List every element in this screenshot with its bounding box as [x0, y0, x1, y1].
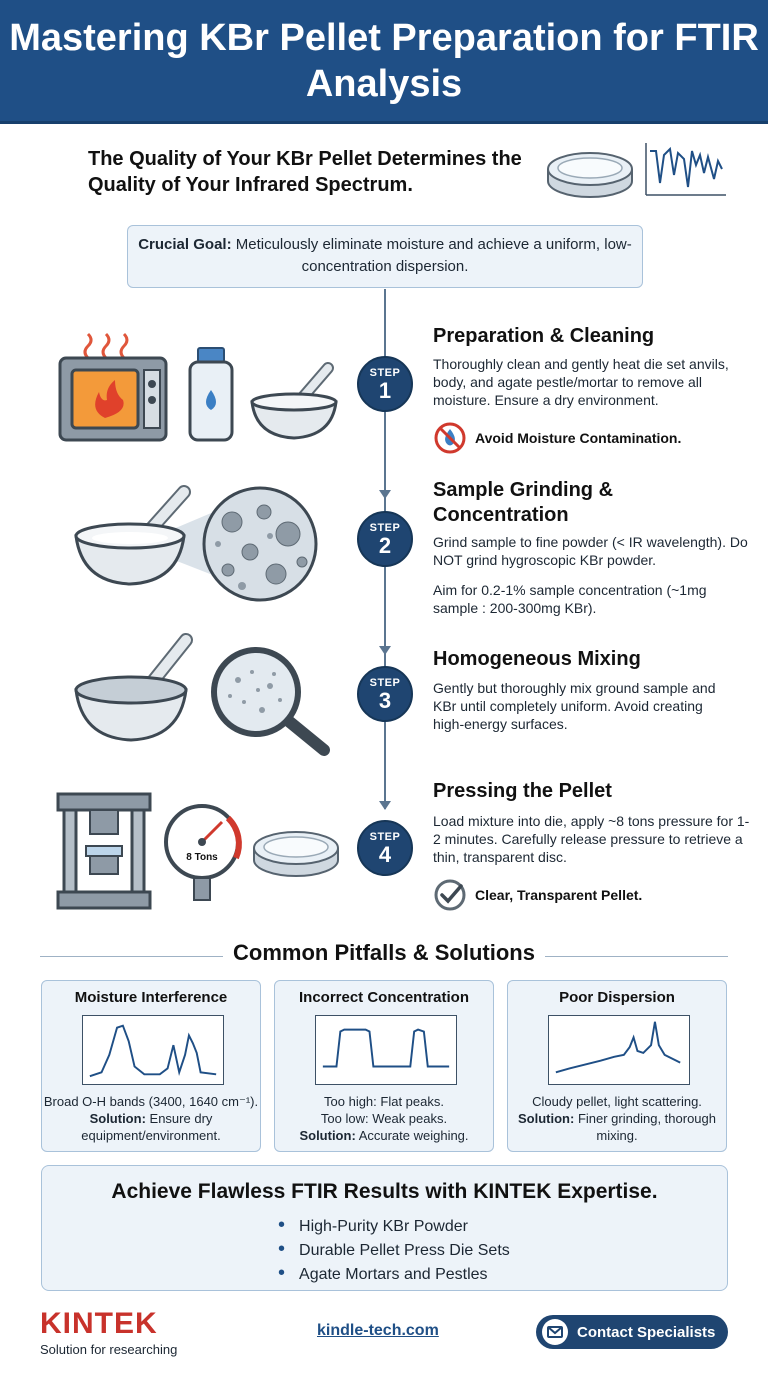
card-line: Too low: Weak peaks. — [320, 1111, 448, 1126]
card-title: Incorrect Concentration — [298, 989, 470, 1006]
timeline-arrow — [379, 646, 391, 655]
card-line: Too high: Flat peaks. — [324, 1094, 444, 1109]
pitfalls-heading — [40, 940, 728, 972]
cta-title: Achieve Flawless FTIR Results with KINTEK Expertise. — [111, 1180, 658, 1203]
card-title: Moisture Interference — [74, 989, 228, 1006]
step-2-title: Sample Grinding & Concentration — [433, 479, 614, 526]
crucial-goal-box — [127, 225, 643, 288]
moisture-spectrum-plot — [82, 1015, 224, 1085]
contact-specialists-button[interactable] — [536, 1315, 728, 1349]
step-number: 4 — [378, 842, 392, 867]
card-solution — [275, 1127, 493, 1144]
step-3-body: Gently but thoroughly mix ground sample and KBr until completely uniform. Avoid creating high-energy surfaces. — [433, 680, 716, 732]
card-solution — [508, 1110, 726, 1144]
step-number: 2 — [378, 533, 392, 558]
brand-tagline: Solution for researching — [40, 1342, 178, 1357]
pellet-spectrum-illustration — [546, 135, 736, 215]
goal-label: Crucial Goal: — [138, 236, 232, 253]
cta-box — [41, 1165, 728, 1291]
card-description — [42, 1093, 260, 1144]
kintek-logo[interactable] — [40, 1308, 177, 1357]
step-number: 3 — [378, 688, 392, 713]
step-1-note — [433, 421, 681, 455]
solution-text: Ensure dry equipment/environment. — [81, 1111, 221, 1143]
step2-grinding-illustration — [72, 482, 322, 608]
card-description — [508, 1093, 726, 1144]
tagline: The Quality of Your KBr Pellet Determines the Quality of Your Infrared Spectrum. — [88, 148, 522, 196]
mail-icon — [542, 1319, 568, 1345]
step-number: 1 — [378, 378, 392, 403]
step4-press-illustration — [56, 788, 342, 912]
pitfall-card-moisture — [41, 980, 261, 1152]
step-1-title: Preparation & Cleaning — [433, 325, 655, 347]
pitfalls-title: Common Pitfalls & Solutions — [223, 940, 545, 965]
pitfall-card-dispersion — [507, 980, 727, 1152]
pitfall-card-concentration — [274, 980, 494, 1152]
card-title: Poor Dispersion — [559, 989, 675, 1006]
card-description — [275, 1093, 493, 1144]
gauge-label: 8 Tons — [186, 852, 218, 863]
solution-label: Solution: — [89, 1111, 146, 1126]
step-label: STEP — [369, 677, 401, 689]
product-item: • High-Purity KBr Powder — [278, 1214, 510, 1238]
goal-text: Meticulously eliminate moisture and achieve a uniform, low-concentration dispersion. — [235, 236, 632, 275]
step-label: STEP — [369, 367, 401, 379]
solution-label: Solution: — [299, 1128, 356, 1143]
step-4-body: Load mixture into die, apply ~8 tons pressure for 1-2 minutes. Carefully release pressure to retrieve a thin, transparent disc. — [433, 813, 750, 865]
timeline-arrow — [379, 801, 391, 810]
product-item: • Agate Mortars and Pestles — [278, 1262, 510, 1286]
solution-label: Solution: — [518, 1111, 575, 1126]
step-1-body: Thoroughly clean and gently heat die set anvils, body, and agate pestle/mortar to remove all moisture. Ensure a dry environment. — [433, 356, 729, 408]
step-2-body-concentration: Aim for 0.2-1% sample concentration (~1mg sample : 200-300mg KBr). — [433, 582, 707, 616]
step-4-note — [433, 878, 642, 912]
timeline-arrow — [379, 490, 391, 499]
concentration-spectrum-plot — [315, 1015, 457, 1085]
solution-text: Finer grinding, thorough mixing. — [577, 1111, 716, 1143]
step-3-badge — [357, 666, 413, 722]
card-line: Cloudy pellet, light scattering. — [532, 1094, 702, 1109]
step-label: STEP — [369, 522, 401, 534]
page-header — [0, 0, 768, 124]
solution-text: Accurate weighing. — [358, 1128, 469, 1143]
step1-equipment-illustration — [58, 328, 338, 446]
website-link[interactable]: kindle-tech.com — [317, 1322, 439, 1339]
note-text: Avoid Moisture Contamination. — [475, 430, 682, 446]
no-water-icon — [433, 421, 467, 455]
contact-label: Contact Specialists — [577, 1323, 716, 1341]
check-circle-icon — [433, 878, 467, 912]
step-1-badge — [357, 356, 413, 412]
step-2-badge — [357, 511, 413, 567]
card-solution — [42, 1110, 260, 1144]
step-4-badge — [357, 820, 413, 876]
product-list — [278, 1214, 510, 1286]
card-line: Broad O-H bands (3400, 1640 cm⁻¹). — [43, 1094, 259, 1109]
step-label: STEP — [369, 831, 401, 843]
product-item: • Durable Pellet Press Die Sets — [278, 1238, 510, 1262]
brand-name: KINTEK — [40, 1307, 158, 1340]
step-2-body: Grind sample to fine powder (< IR wavelength). Do NOT grind hygroscopic KBr powder. — [433, 534, 748, 568]
note-text: Clear, Transparent Pellet. — [475, 887, 643, 903]
dispersion-spectrum-plot — [548, 1015, 690, 1085]
step3-mixing-illustration — [74, 630, 336, 760]
step-4-title: Pressing the Pellet — [433, 780, 612, 802]
page-title: Mastering KBr Pellet Preparation for FTIR Analysis — [9, 16, 759, 105]
step-3-title: Homogeneous Mixing — [433, 648, 641, 670]
